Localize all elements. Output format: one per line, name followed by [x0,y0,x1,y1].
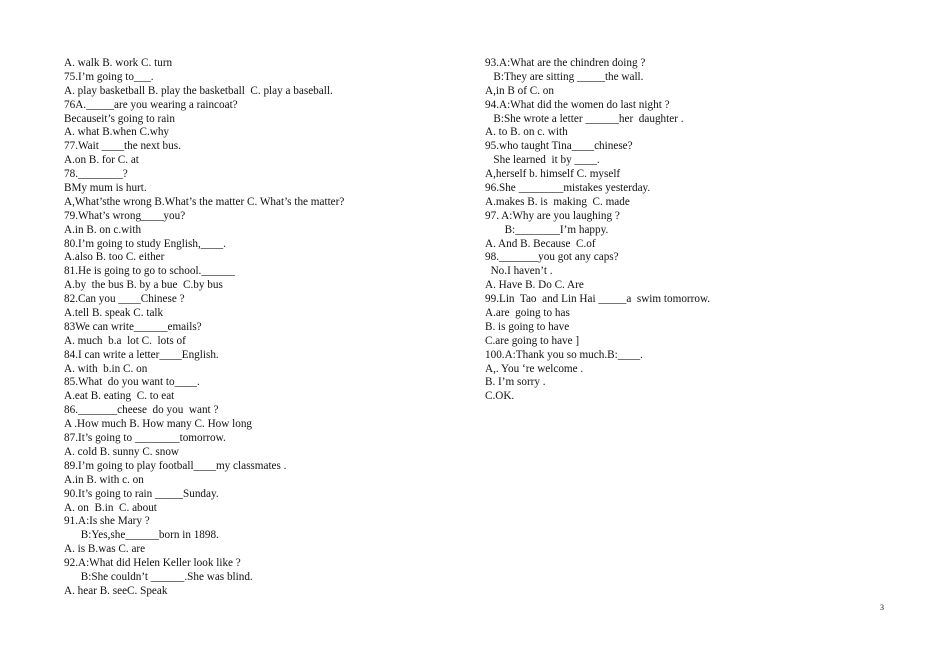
question-line: 91.A:Is she Mary ? [64,515,150,528]
question-line: 92.A:What did Helen Keller look like ? [64,557,241,570]
question-line: 84.I can write a letter____English. [64,348,219,361]
question-line: A. walk B. work C. turn [64,57,173,69]
question-line: A. with b.in C. on [64,362,148,375]
question-line: 94.A:What did the women do last night ? [485,98,670,111]
question-line: A,What’sthe wrong B.What’s the matter C. What’s the matter? [64,195,345,208]
question-line: 97. A:Why are you laughing ? [485,209,620,222]
question-line: 86._______cheese do you want ? [64,404,219,417]
question-line: 99.Lin Tao and Lin Hai _____a swim tomorrow. [485,293,711,306]
question-line: 79.What’s wrong____you? [64,209,186,222]
question-line: A. cold B. sunny C. snow [64,445,179,458]
question-line: A. And B. Because C.of [485,237,596,250]
question-line: 96.She ________mistakes yesterday. [485,182,651,195]
question-line: C.are going to have ] [485,334,580,347]
question-line: A. play basketball B. play the basketball C. play a baseball. [64,84,333,97]
question-line: 81.He is going to go to school.______ [64,265,235,278]
question-line: B:They are sitting _____the wall. [485,70,644,83]
question-line: B:Yes,she______born in 1898. [64,529,219,542]
question-line: A,. You ‘re welcome . [485,362,584,375]
question-line: A. is B.was C. are [64,543,146,556]
question-line: A. hear B. seeC. Speak [64,584,168,597]
page-number: 3 [880,603,884,612]
question-line: 76A._____are you wearing a raincoat? [64,98,238,111]
question-line: 75.I’m going to___. [64,70,154,83]
left-question-column [64,57,464,599]
question-line: 82.Can you ____Chinese ? [64,293,185,306]
question-line: A. to B. on c. with [485,126,568,139]
question-line: A. on B.in C. about [64,501,157,514]
question-line: B:She couldn’t ______.She was blind. [64,570,253,583]
question-line: Becauseit’s going to rain [64,112,175,125]
question-line: 87.It’s going to ________tomorrow. [64,432,226,445]
question-line: 77.Wait ____the next bus. [64,140,181,153]
right-question-column [485,57,905,404]
question-line: 78.________? [64,168,128,181]
question-line: B:________I’m happy. [485,223,609,236]
question-line: 83We can write______emails? [64,320,202,333]
question-line: BMy mum is hurt. [64,182,147,195]
question-line: A,herself b. himself C. myself [485,168,621,181]
question-line: A. much b.a lot C. lots of [64,334,186,347]
question-line: A.also B. too C. either [64,251,165,264]
question-line: B:She wrote a letter ______her daughter . [485,112,684,125]
question-line: 89.I’m going to play football____my classmates . [64,459,287,472]
question-line: A.in B. with c. on [64,473,144,486]
question-line: A.by the bus B. by a bue C.by bus [64,279,223,292]
question-line: No.I haven’t . [485,265,553,278]
question-line: 85.What do you want to____. [64,376,200,389]
question-line: B. is going to have [485,320,570,333]
question-line: 100.A:Thank you so much.B:____. [485,348,643,361]
question-line: C.OK. [485,390,515,403]
question-line: A.tell B. speak C. talk [64,307,164,320]
question-line: A.in B. on c.with [64,223,142,236]
question-line: A.eat B. eating C. to eat [64,390,175,403]
question-line: A.are going to has [485,307,570,320]
question-line: A.makes B. is making C. made [485,195,630,208]
question-line: A. what B.when C.why [64,126,170,139]
question-line: 98._______you got any caps? [485,251,619,264]
question-line: She learned it by ____. [485,154,600,167]
question-line: 93.A:What are the chindren doing ? [485,57,646,69]
question-line: 80.I’m going to study English,____. [64,237,226,250]
question-line: A,in B of C. on [485,84,554,97]
question-line: 90.It’s going to rain _____Sunday. [64,487,219,500]
question-line: A.on B. for C. at [64,154,139,167]
question-line: 95.who taught Tina____chinese? [485,140,633,153]
question-line: A .How much B. How many C. How long [64,418,253,431]
question-line: B. I’m sorry . [485,376,546,389]
question-line: A. Have B. Do C. Are [485,279,584,292]
